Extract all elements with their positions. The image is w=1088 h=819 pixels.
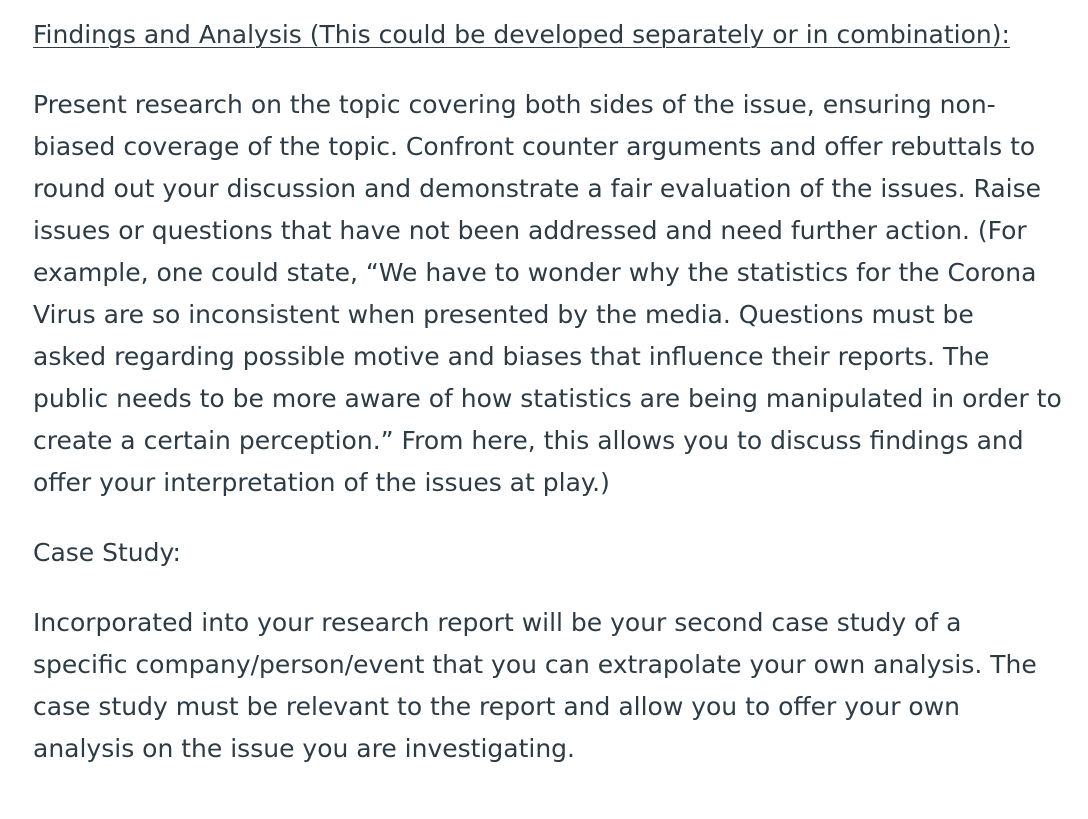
findings-heading: Findings and Analysis (This could be developed separately or in combination):: [33, 20, 1010, 49]
case-study-heading: Case Study:: [33, 538, 181, 567]
document-content: [33, 14, 1073, 770]
findings-paragraph: Present research on the topic covering both sides of the issue, ensuring non- biased coverage of the topic. Confront counter arguments and offer rebuttals to round out your discussion and demonstrate a fair evaluation of the issues. Raise issues or questions that have not been addressed and need further action. (For example, one could state, “We have to wonder why the statistics for the Corona Virus are so inconsistent when presented by the media. Questions must be asked regarding possible motive and biases that influence their reports. The public needs to be more aware of how statistics are being manipulated in order to create a certain perception.” From here, this allows you to discuss findings and offer your interpretation of the issues at play.): [33, 90, 1062, 497]
case-study-paragraph: Incorporated into your research report will be your second case study of a specific company/person/event that you can extrapolate your own analysis. The case study must be relevant to the report and allow you to offer your own analysis on the issue you are investigating.: [33, 608, 1037, 763]
paragraph-gap: [33, 504, 1073, 532]
paragraph-gap: [33, 56, 1073, 84]
paragraph-gap: [33, 574, 1073, 602]
